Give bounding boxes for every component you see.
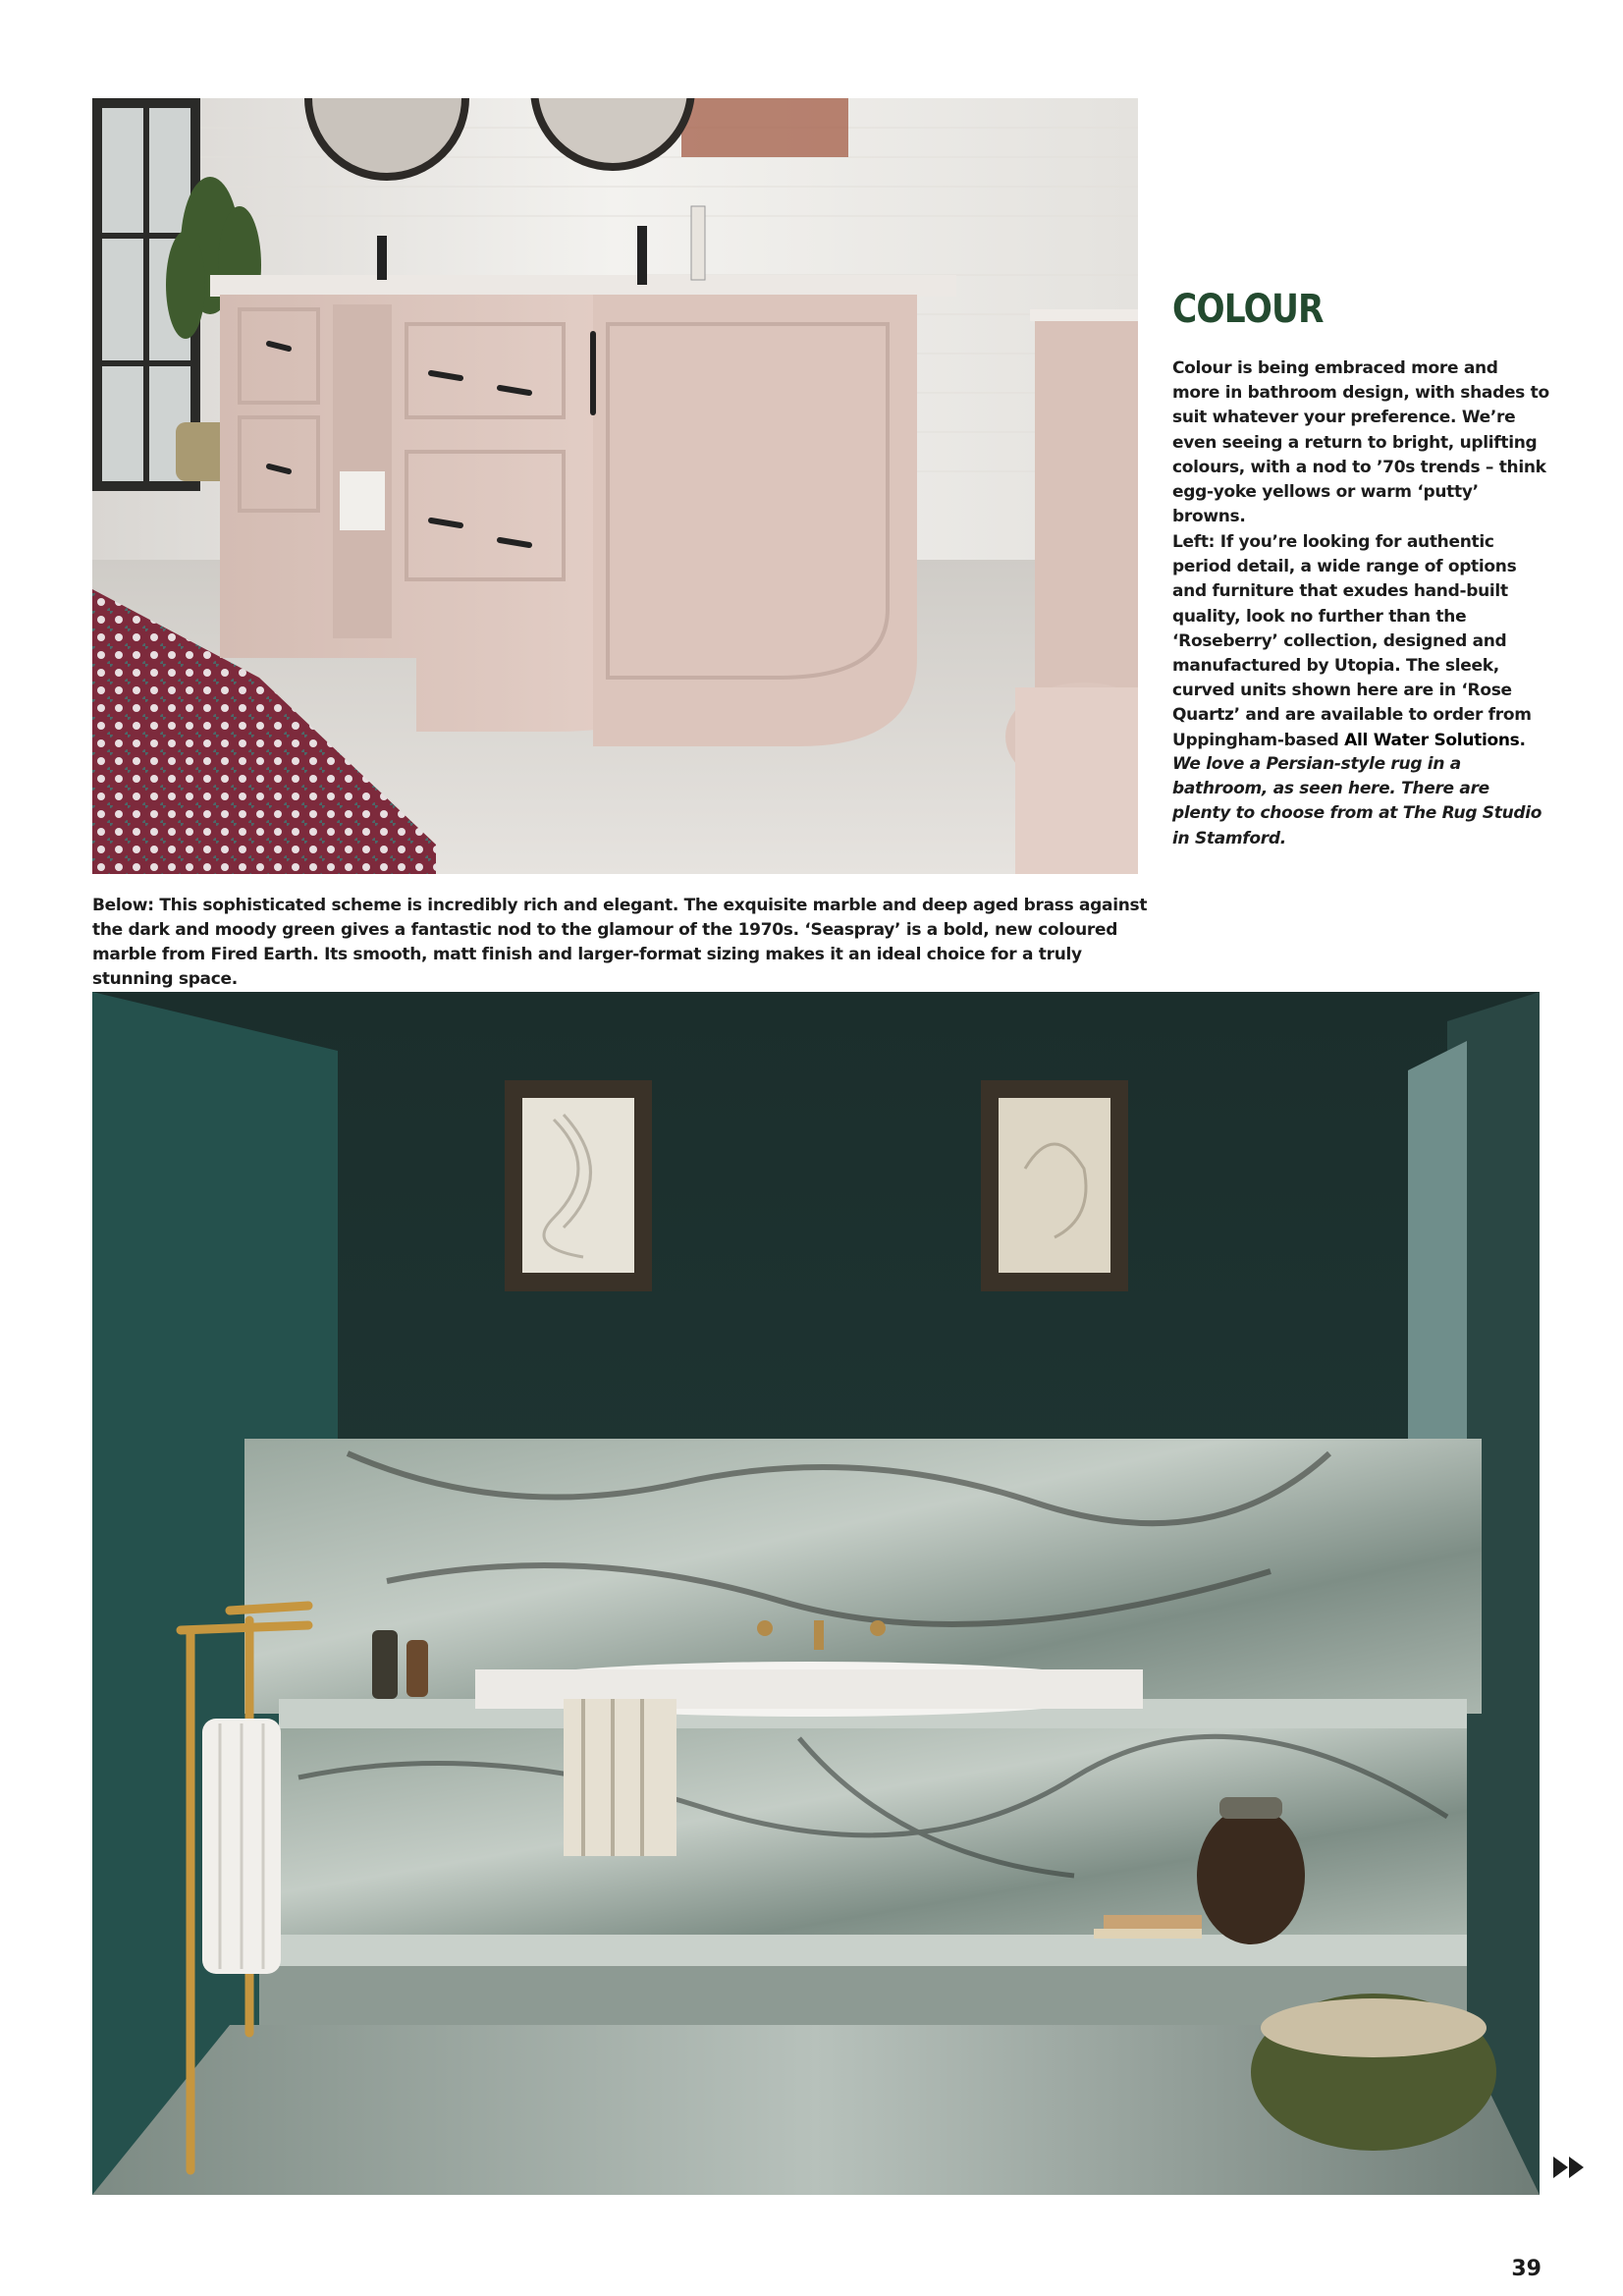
intro-paragraph: Colour is being embraced more and more in bathroom design, with shades to suit whatever your preference. We’re even seeing a return to bright, uplifting colours, with a nod to ’70s trends – think egg-yoke yellows or warm ‘putty’ browns. xyxy=(1172,358,1549,527)
supplier-link-fired-earth[interactable]: Fired Earth xyxy=(210,945,313,964)
photo-caption-below xyxy=(92,894,1153,992)
left-caption-end: . xyxy=(1519,730,1526,750)
section-heading: COLOUR xyxy=(1172,287,1324,332)
left-caption-text: Left: If you’re looking for authentic period detail, a wide range of options and furniture that exudes hand-built quality, look no further than the ‘Roseberry’ collection, designed and manufactured by Utopia. The sleek, curved units shown here are in ‘Rose Quartz’ and are available to order from Uppingham-based xyxy=(1172,532,1532,750)
caption-below-end: . Its smooth, matt finish and larger-format sizing makes it an ideal choice for a truly stunning space. xyxy=(92,945,1082,989)
fast-forward-icon[interactable] xyxy=(1553,2157,1585,2178)
supplier-link-all-water-solutions[interactable]: All Water Solutions xyxy=(1344,730,1520,750)
left-caption xyxy=(1172,530,1550,753)
vanity-photo xyxy=(92,98,1138,874)
rug-note-end: in Stamford. xyxy=(1172,828,1286,848)
caption-below-text: Below: This sophisticated scheme is incredibly rich and elegant. The exquisite marble and deep aged brass against the dark and moody green gives a fantastic nod to the glamour of the 1970s. ‘Seaspray’ is a bold, new coloured marble from xyxy=(92,896,1148,964)
rug-note-text: We love a Persian-style rug in a bathroom, as seen here. There are plenty to choose from at xyxy=(1172,754,1489,824)
rug-note xyxy=(1172,752,1550,851)
marble-bathroom-illustration xyxy=(92,992,1540,2195)
page-number: 39 xyxy=(1511,2257,1542,2281)
vanity-illustration xyxy=(92,98,1138,874)
supplier-link-rug-studio[interactable]: The Rug Studio xyxy=(1402,803,1542,824)
marble-bathroom-photo xyxy=(92,992,1540,2195)
